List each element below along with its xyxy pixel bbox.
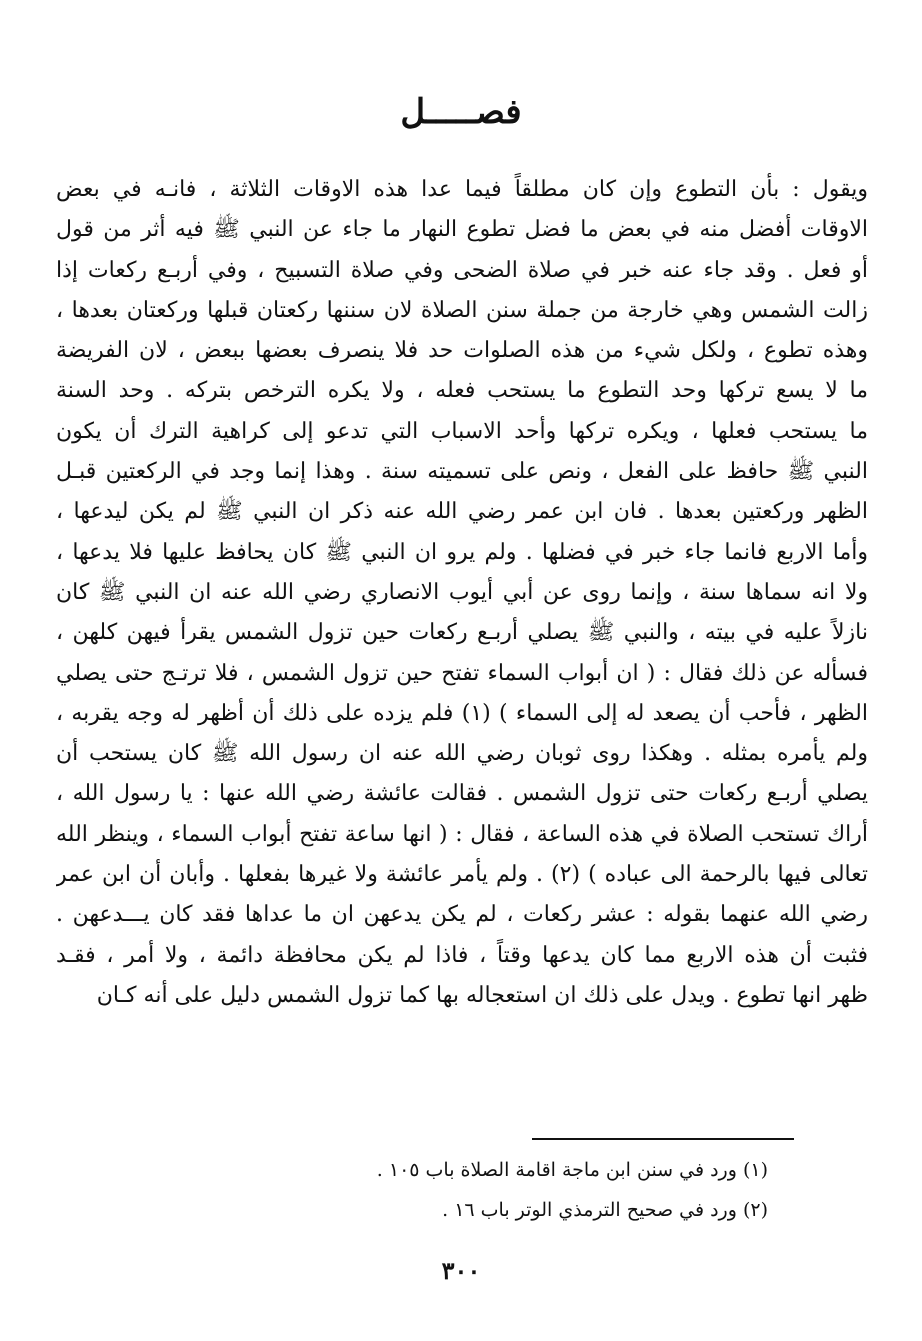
- text-line: ظهر انها تطوع . ويدل على ذلك ان استعجاله بها كما تزول الشمس دليل على أنه كـان: [96, 982, 868, 1008]
- section-heading: فصـــــل: [400, 92, 522, 132]
- text-line: وأما الاربع فانما جاء خبر في فضلها . ولم يرو ان النبي ﷺ كان يحافظ عليها فلا يدعها ،: [56, 539, 868, 565]
- body-text: [56, 170, 868, 1016]
- text-line: ولا انه سماها سنة ، وإنما روى عن أبي أيوب الانصاري رضي الله عنه ان النبي ﷺ كان: [56, 579, 868, 605]
- text-line: أراك تستحب الصلاة في هذه الساعة ، فقال : ( انها ساعة تفتح أبواب السماء ، وينظر الله: [56, 821, 868, 847]
- text-line: أو فعل . وقد جاء عنه خبر في صلاة الضحى وفي صلاة التسبيح ، وفي أربـع ركعات إذا: [56, 257, 868, 283]
- text-line: الاوقات أفضل منه في بعض ما فضل تطوع النهار ما جاء عن النبي ﷺ فيه أثر من قول: [56, 217, 868, 243]
- text-line: ولم يأمره بمثله . وهكذا روى ثوبان رضي الله عنه ان رسول الله ﷺ كان يستحب أن: [56, 741, 868, 767]
- text-line: زالت الشمس وهي خارجة من جملة سنن الصلاة لان سننها ركعتان قبلها وركعتان بعدها ،: [56, 297, 868, 323]
- text-line: ما لا يسع تركها وحد التطوع ما يستحب فعله ، ولا يكره الترخص بتركه . وحد السنة: [56, 378, 868, 404]
- footnote-2: (٢) ورد في صحيح الترمذي الوتر باب ١٦ .: [442, 1199, 768, 1221]
- footnotes: [300, 1150, 768, 1230]
- text-line: رضي الله عنهما بقوله : عشر ركعات ، لم يكن يدعهن ان ما عداها فقد كان يـــدعهن .: [56, 902, 868, 928]
- footnote-1: (١) ورد في سنن ابن ماجة اقامة الصلاة باب ١٠٥ .: [376, 1159, 768, 1181]
- text-line: ما يستحب فعلها ، ويكره تركها وأحد الاسباب التي تدعو إلى كراهية الترك أن يكون: [56, 418, 868, 444]
- page-number: ٣٠٠: [441, 1256, 481, 1285]
- footnote-divider: [532, 1138, 794, 1140]
- text-line: النبي ﷺ حافظ على الفعل ، ونص على تسميته سنة . وهذا إنما وجد في الركعتين قبـل: [56, 459, 868, 485]
- text-line: ويقول : بأن التطوع وإن كان مطلقاً فيما عدا هذه الاوقات الثلاثة ، فانـه في بعض: [56, 177, 868, 202]
- text-line: فثبت أن هذه الاربع مما كان يدعها وقتاً ، فاذا لم يكن محافظة دائمة ، ولا أمر ، فقـد: [56, 942, 868, 968]
- text-line: نازلاً عليه في بيته ، والنبي ﷺ يصلي أربـع ركعات حين تزول الشمس يقرأ فيهن كلهن ،: [56, 620, 868, 646]
- text-line: الظهر ، فأحب أن يصعد له إلى السماء ) (١) فلم يزده على ذلك أن أظهر له وجه يقربه ،: [56, 700, 868, 726]
- text-line: تعالى فيها بالرحمة الى عباده ) (٢) . ولم يأمر عائشة ولا غيرها بفعلها . وأبان أن ابن عمر: [56, 862, 868, 888]
- text-line: وهذه تطوع ، ولكل شيء من هذه الصلوات حد فلا ينصرف بعضها ببعض ، لان الفريضة: [56, 338, 868, 364]
- text-line: الظهر وركعتين بعدها . فان ابن عمر رضي الله عنه ذكر ان النبي ﷺ لم يكن ليدعها ،: [56, 499, 868, 525]
- text-line: يصلي أربـع ركعات حتى تزول الشمس . فقالت عائشة رضي الله عنها : يا رسول الله ،: [56, 781, 868, 807]
- text-line: فسأله عن ذلك فقال : ( ان أبواب السماء تفتح حين تزول الشمس ، فلا ترتـج حتى يصلي: [56, 660, 868, 686]
